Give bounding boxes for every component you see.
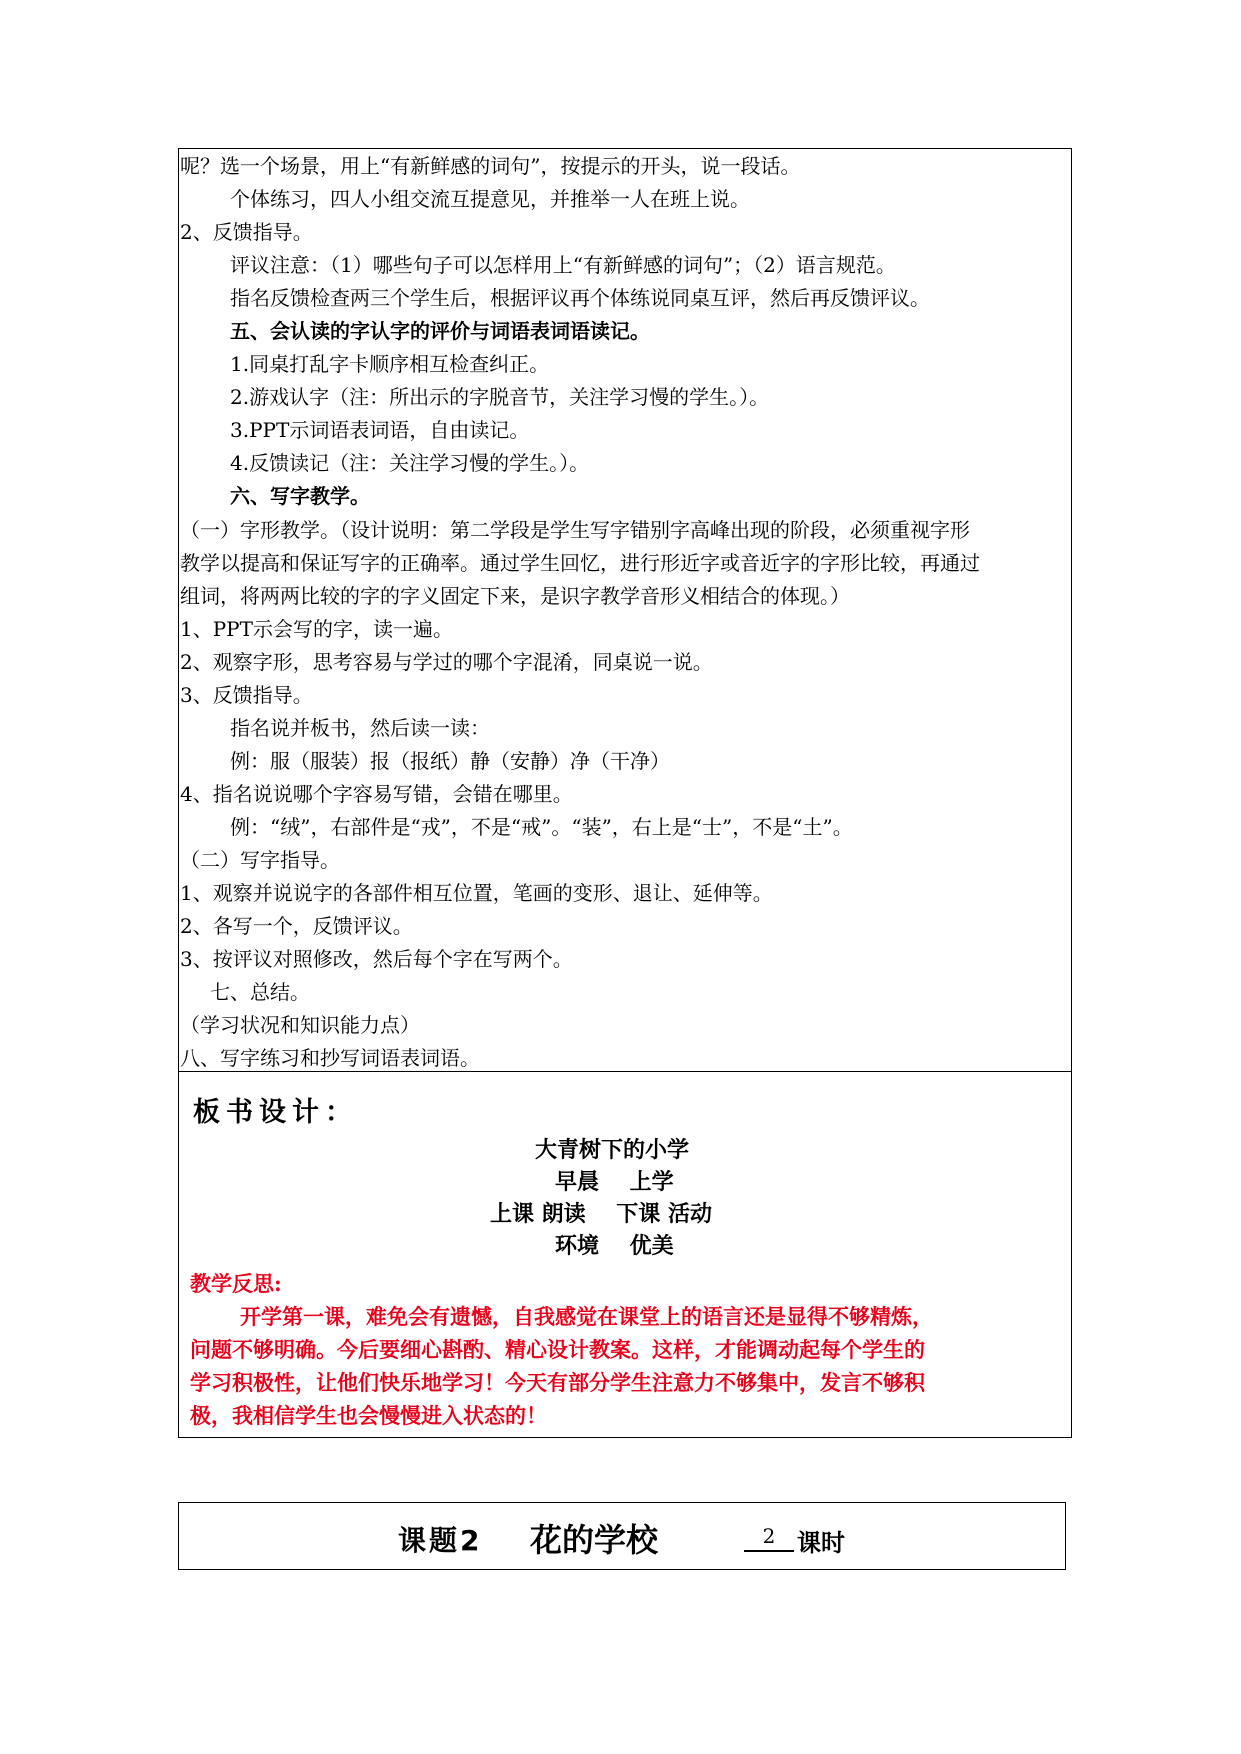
section-heading: 六、写字教学。 [230, 484, 370, 508]
board-design-heading: 板书设计： [193, 1097, 358, 1128]
lesson-hours-value: 2 [744, 1524, 794, 1552]
reflection-line: 开学第一课，难免会有遗憾，自我感觉在课堂上的语言还是显得不够精炼， [240, 1304, 933, 1329]
section-heading: 五、会认读的字认字的评价与词语表词语读记。 [230, 319, 650, 343]
lesson-line: 1.同桌打乱字卡顺序相互检查纠正。 [230, 352, 550, 376]
lesson-line: 呢？选一个场景，用上“有新鲜感的词句”，按提示的开头，说一段话。 [180, 154, 801, 178]
lesson-line: 个体练习，四人小组交流互提意见，并推举一人在班上说。 [230, 187, 750, 211]
next-lesson-label: 课题2 [398, 1524, 483, 1557]
lesson-line: （学习状况和知识能力点） [180, 1013, 420, 1037]
board-row: 上课 朗读 下课 活动 [490, 1202, 712, 1227]
board-row: 环境 优美 [555, 1234, 674, 1259]
lesson-line: 教学以提高和保证写字的正确率。通过学生回忆，进行形近字或音近字的字形比较，再通过 [180, 551, 980, 575]
lesson-line: 3.PPT示词语表词语，自由读记。 [230, 418, 530, 442]
reflection-line: 问题不够明确。今后要细心斟酌、精心设计教案。这样，才能调动起每个学生的 [190, 1337, 925, 1362]
lesson-line: 指名反馈检查两三个学生后，根据评议再个体练说同桌互评，然后再反馈评议。 [230, 286, 930, 310]
lesson-line: 1、观察并说说字的各部件相互位置，笔画的变形、退让、延伸等。 [180, 881, 773, 905]
lesson-line: 3、反馈指导。 [180, 683, 313, 707]
lesson-line: 评议注意：（1）哪些句子可以怎样用上“有新鲜感的词句”；（2）语言规范。 [230, 253, 896, 277]
board-row: 早晨 上学 [555, 1170, 674, 1195]
lesson-line: 1、PPT示会写的字，读一遍。 [180, 617, 453, 641]
lesson-hours-unit: 课时 [797, 1529, 845, 1557]
lesson-line: 七、总结。 [210, 980, 310, 1004]
lesson-line: 3、按评议对照修改，然后每个字在写两个。 [180, 947, 573, 971]
lesson-line: 组词，将两两比较的字的字义固定下来，是识字教学音形义相结合的体现。） [180, 584, 850, 608]
lesson-line: 例：服（服装）报（报纸）静（安静）净（干净） [230, 749, 670, 773]
lesson-line: 2.游戏认字（注：所出示的字脱音节，关注学习慢的学生。）。 [230, 385, 770, 409]
lesson-line: 指名说并板书，然后读一读： [230, 716, 490, 740]
lesson-line: 八、写字练习和抄写词语表词语。 [180, 1046, 480, 1070]
board-title: 大青树下的小学 [535, 1138, 690, 1163]
lesson-line: 4、指名说说哪个字容易写错，会错在哪里。 [180, 782, 573, 806]
lesson-line: 4.反馈读记（注：关注学习慢的学生。）。 [230, 451, 590, 475]
reflection-heading: 教学反思: [190, 1271, 282, 1296]
lesson-line: （一）字形教学。（设计说明：第二学段是学生写字错别字高峰出现的阶段，必须重视字形 [180, 518, 970, 542]
reflection-line: 学习积极性，让他们快乐地学习！今天有部分学生注意力不够集中，发言不够积 [190, 1370, 925, 1395]
next-lesson-title: 花的学校 [530, 1521, 659, 1559]
lesson-line: 2、各写一个，反馈评议。 [180, 914, 413, 938]
lesson-line: （二）写字指导。 [180, 848, 340, 872]
lesson-line: 例：“绒”，右部件是“戎”，不是“戒”。“装”，右上是“士”，不是“土”。 [230, 815, 853, 839]
reflection-line: 极，我相信学生也会慢慢进入状态的！ [190, 1403, 547, 1428]
lesson-line: 2、观察字形，思考容易与学过的哪个字混淆，同桌说一说。 [180, 650, 713, 674]
lesson-line: 2、反馈指导。 [180, 220, 313, 244]
